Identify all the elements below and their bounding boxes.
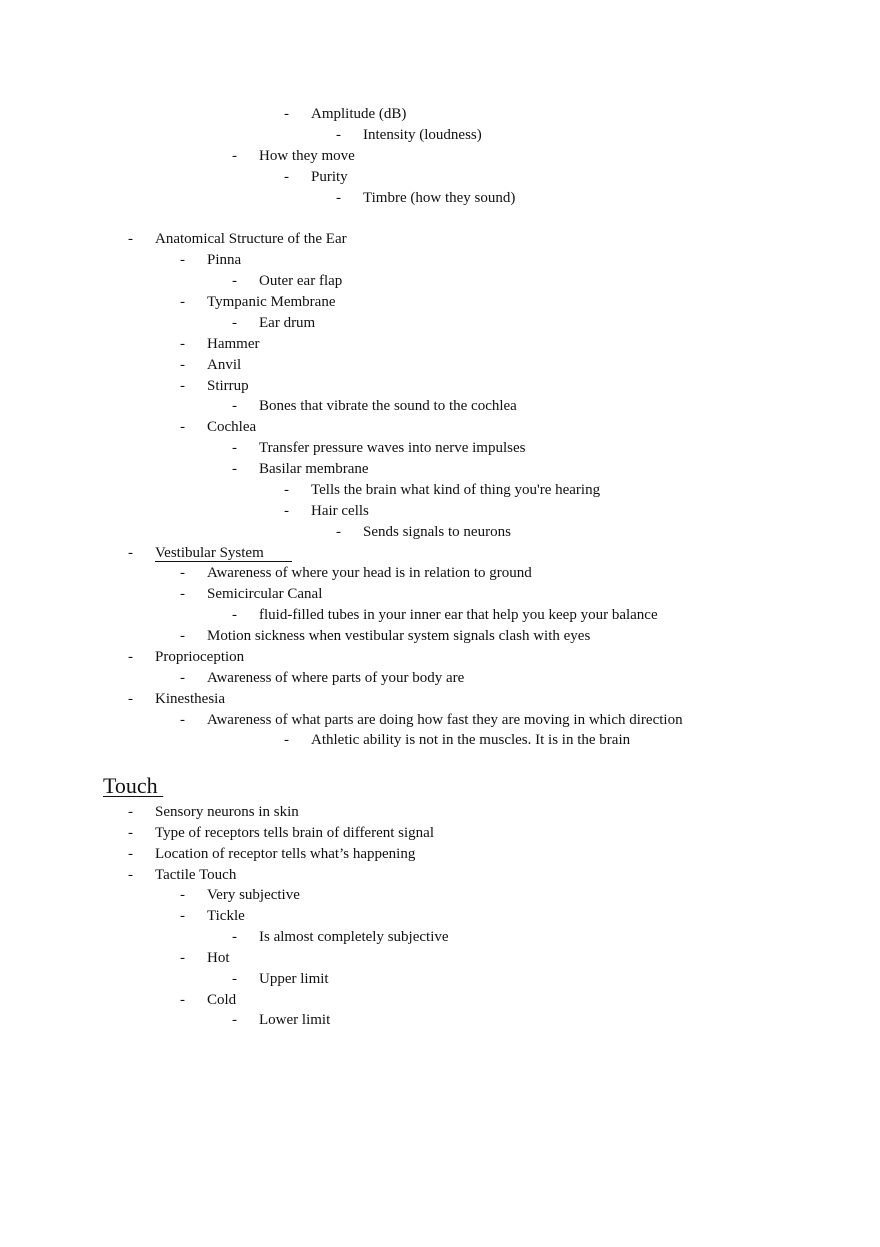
item-text: Semicircular Canal <box>207 586 323 602</box>
item-text: Tickle <box>207 908 245 924</box>
bullet-dash: - <box>284 169 289 185</box>
bullet-dash: - <box>180 378 185 394</box>
item-text: Awareness of where your head is in relation to ground <box>207 565 532 581</box>
item-text: Tactile Touch <box>155 867 237 883</box>
bullet-dash: - <box>180 628 185 644</box>
bullet-dash: - <box>128 691 133 707</box>
bullet-dash: - <box>128 545 133 561</box>
bullet-dash: - <box>180 294 185 310</box>
section-heading-touch: Touch <box>103 773 164 798</box>
bullet-dash: - <box>232 607 237 623</box>
item-text: Sensory neurons in skin <box>155 804 299 820</box>
bullet-dash: - <box>180 357 185 373</box>
bullet-dash: - <box>284 503 289 519</box>
bullet-dash: - <box>336 524 341 540</box>
bullet-dash: - <box>128 867 133 883</box>
item-text: How they move <box>259 148 355 164</box>
item-text: Tells the brain what kind of thing you're hearing <box>311 482 601 498</box>
bullet-dash: - <box>232 461 237 477</box>
bullet-dash: - <box>180 419 185 435</box>
bullet-dash: - <box>180 950 185 966</box>
bullet-dash: - <box>232 398 237 414</box>
item-text: Upper limit <box>259 971 329 987</box>
item-text: Anatomical Structure of the Ear <box>155 231 347 247</box>
item-text: Stirrup <box>207 378 249 394</box>
bullet-dash: - <box>232 273 237 289</box>
bullet-dash: - <box>232 315 237 331</box>
item-text: Ear drum <box>259 315 316 331</box>
item-text: Awareness of what parts are doing how fast they are moving in which direction <box>207 712 683 728</box>
bullet-dash: - <box>180 586 185 602</box>
bullet-dash: - <box>336 190 341 206</box>
item-text: Transfer pressure waves into nerve impulses <box>259 440 526 456</box>
bullet-dash: - <box>128 825 133 841</box>
bullet-dash: - <box>232 148 237 164</box>
bullet-dash: - <box>232 1012 237 1028</box>
item-text: Hot <box>207 950 230 966</box>
item-text: Timbre (how they sound) <box>363 190 516 206</box>
bullet-dash: - <box>180 252 185 268</box>
item-text: Kinesthesia <box>155 691 225 707</box>
item-text: Bones that vibrate the sound to the cochlea <box>259 398 517 414</box>
item-text: Very subjective <box>207 887 300 903</box>
item-text: Sends signals to neurons <box>363 524 511 540</box>
item-text: Is almost completely subjective <box>259 929 449 945</box>
item-text: Athletic ability is not in the muscles. It is in the brain <box>311 732 631 748</box>
item-text: Location of receptor tells what’s happening <box>155 846 416 862</box>
item-text: Cochlea <box>207 419 257 435</box>
bullet-dash: - <box>180 336 185 352</box>
bullet-dash: - <box>128 804 133 820</box>
item-text: Cold <box>207 992 237 1008</box>
bullet-dash: - <box>180 908 185 924</box>
bullet-dash: - <box>128 231 133 247</box>
bullet-dash: - <box>180 992 185 1008</box>
bullet-dash: - <box>180 712 185 728</box>
item-text: Vestibular System <box>155 545 264 561</box>
item-text: Intensity (loudness) <box>363 127 482 143</box>
item-text: Pinna <box>207 252 242 268</box>
item-text: Motion sickness when vestibular system signals clash with eyes <box>207 628 591 644</box>
item-text: Amplitude (dB) <box>311 106 407 122</box>
bullet-dash: - <box>128 846 133 862</box>
item-text: Tympanic Membrane <box>207 294 336 310</box>
bullet-dash: - <box>284 106 289 122</box>
bullet-dash: - <box>180 887 185 903</box>
item-text: fluid-filled tubes in your inner ear that help you keep your balance <box>259 607 658 623</box>
item-text: Anvil <box>207 357 242 373</box>
item-text: Lower limit <box>259 1012 331 1028</box>
bullet-dash: - <box>180 565 185 581</box>
item-text: Hammer <box>207 336 260 352</box>
item-text: Hair cells <box>311 503 369 519</box>
bullet-dash: - <box>128 649 133 665</box>
bullet-dash: - <box>232 440 237 456</box>
bullet-dash: - <box>284 482 289 498</box>
bullet-dash: - <box>232 929 237 945</box>
item-text: Basilar membrane <box>259 461 369 477</box>
bullet-dash: - <box>232 971 237 987</box>
bullet-dash: - <box>180 670 185 686</box>
item-text: Type of receptors tells brain of different signal <box>155 825 434 841</box>
bullet-dash: - <box>284 732 289 748</box>
item-text: Purity <box>311 169 348 185</box>
bullet-dash: - <box>336 127 341 143</box>
item-text: Awareness of where parts of your body are <box>207 670 465 686</box>
item-text: Proprioception <box>155 649 245 665</box>
item-text: Outer ear flap <box>259 273 343 289</box>
